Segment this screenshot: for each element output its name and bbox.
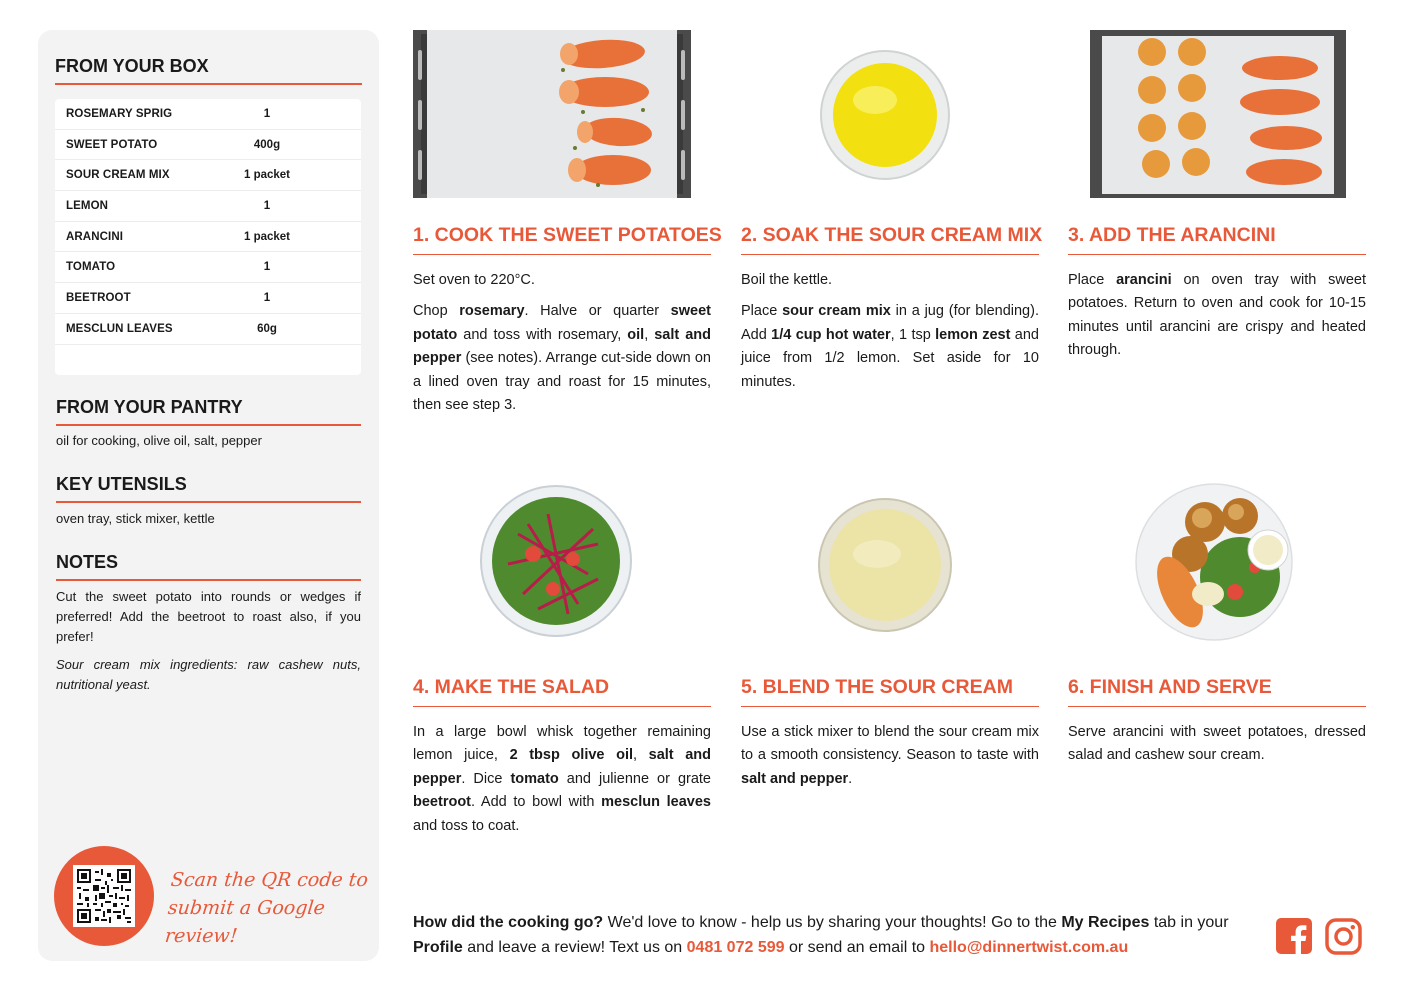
salad-bowl-photo — [478, 484, 634, 638]
ingredient-name: ARANCINI — [66, 230, 124, 243]
my-recipes-label: My Recipes — [1061, 914, 1150, 931]
ingredient-qty: 400g — [253, 138, 281, 151]
step-5-text: Use a stick mixer to blend the sour cream mix to a smooth consistency. Season to taste with salt and pepper. — [741, 724, 1039, 787]
step-1-body — [413, 269, 711, 417]
key-utensils-title: KEY UTENSILS — [56, 474, 361, 503]
qr-cta-line-2: submit a Google review! — [163, 897, 326, 947]
step-2-text: Place sour cream mix in a jug (for blending). Add 1/4 cup hot water, 1 tsp lemon zest and juice from 1/2 lemon. Set aside for 10 minutes. — [741, 303, 1039, 390]
qr-cta-line-1: Scan the QR code to — [169, 869, 370, 891]
footer-text: and leave a review! Text us on — [462, 939, 687, 956]
ingredient-row — [55, 252, 361, 283]
ingredient-name: MESCLUN LEAVES — [66, 322, 173, 335]
ingredient-name: BEETROOT — [66, 291, 131, 304]
notes-ingredients-text: Sour cream mix ingredients: raw cashew nuts, nutritional yeast. — [56, 657, 361, 692]
ingredient-name: SOUR CREAM MIX — [66, 169, 170, 182]
ingredient-row — [55, 191, 361, 222]
ingredient-qty: 1 — [263, 199, 271, 212]
step-3 — [1068, 224, 1366, 371]
ingredient-qty: 1 packet — [243, 169, 291, 182]
qr-code[interactable] — [73, 865, 135, 927]
email-link[interactable]: hello@dinnertwist.com.au — [929, 939, 1129, 956]
step-4-title: 4. MAKE THE SALAD — [413, 676, 711, 707]
blended-sour-cream-photo — [815, 496, 955, 634]
ingredient-name: ROSEMARY SPRIG — [66, 107, 173, 120]
from-your-pantry-title: FROM YOUR PANTRY — [56, 397, 361, 426]
notes-title: NOTES — [56, 552, 361, 581]
instagram-icon[interactable] — [1325, 918, 1363, 956]
step-3-body — [1068, 269, 1366, 363]
ingredients-table — [55, 99, 361, 375]
feedback-footer — [413, 910, 1263, 960]
step-6 — [1068, 676, 1366, 776]
facebook-icon[interactable] — [1276, 918, 1314, 956]
step-6-title: 6. FINISH AND SERVE — [1068, 676, 1366, 707]
step-3-text: Place arancini on oven tray with sweet potatoes. Return to oven and cook for 10-15 minutes until arancini are crispy and heated through. — [1068, 272, 1366, 359]
ingredient-row — [55, 314, 361, 345]
utensils-text: oven tray, stick mixer, kettle — [56, 511, 215, 526]
ingredient-qty: 1 — [263, 291, 271, 304]
step-1-title: 1. COOK THE SWEET POTATOES — [413, 224, 711, 255]
step-2-title: 2. SOAK THE SOUR CREAM MIX — [741, 224, 1039, 255]
step-1-text: Set oven to 220°C. — [413, 272, 535, 288]
step-2-text: Boil the kettle. — [741, 272, 833, 288]
sour-cream-mix-bowl-photo — [810, 45, 960, 185]
ingredient-name: LEMON — [66, 199, 109, 212]
step-3-title: 3. ADD THE ARANCINI — [1068, 224, 1366, 255]
ingredient-qty: 1 — [263, 107, 271, 120]
sidebar — [38, 30, 379, 961]
step-5-body — [741, 721, 1039, 791]
qr-code-badge[interactable] — [54, 846, 154, 946]
ingredient-row — [55, 160, 361, 191]
ingredient-qty: 1 — [263, 261, 271, 274]
ingredient-row — [55, 222, 361, 253]
plated-dish-photo — [1130, 482, 1298, 642]
qr-call-to-action — [164, 866, 373, 950]
footer-text: We'd love to know - help us by sharing your thoughts! Go to the — [603, 914, 1062, 931]
roasted-sweet-potatoes-tray-photo — [413, 30, 691, 198]
ingredient-row — [55, 283, 361, 314]
step-5-title: 5. BLEND THE SOUR CREAM — [741, 676, 1039, 707]
step-4-text: In a large bowl whisk together remaining lemon juice, 2 tbsp olive oil, salt and pepper. Dice tomato and julienne or grate beetroot. Add to bowl with mesclun leaves and toss to coat. — [413, 724, 712, 834]
step-1-text: Chop rosemary. Halve or quarter sweet potato and toss with rosemary, oil, salt and pepper (see notes). Arrange cut-side down on a lined oven tray and roast for 15 minutes, then see step 3. — [413, 303, 711, 414]
footer-question: How did the cooking go? — [413, 914, 604, 931]
arancini-tray-photo — [1090, 30, 1346, 198]
ingredient-qty: 1 packet — [243, 230, 291, 243]
ingredient-qty: 60g — [257, 322, 277, 335]
profile-label: Profile — [413, 939, 463, 956]
ingredient-row — [55, 99, 361, 130]
footer-text: tab in your — [1149, 914, 1229, 931]
step-4 — [413, 676, 711, 846]
step-2-body — [741, 269, 1039, 394]
step-4-body — [413, 721, 711, 838]
step-6-body — [1068, 721, 1366, 768]
step-2 — [741, 224, 1043, 402]
footer-text: or send an email to — [784, 939, 930, 956]
ingredient-name: TOMATO — [66, 261, 116, 274]
ingredient-row — [55, 130, 361, 161]
phone-link[interactable]: 0481 072 599 — [686, 939, 785, 956]
step-6-text: Serve arancini with sweet potatoes, dressed salad and cashew sour cream. — [1068, 724, 1366, 764]
from-your-box-title: FROM YOUR BOX — [55, 56, 362, 85]
ingredient-name: SWEET POTATO — [66, 138, 158, 151]
pantry-text: oil for cooking, olive oil, salt, pepper — [56, 433, 262, 448]
step-5 — [741, 676, 1039, 799]
notes-text: Cut the sweet potato into rounds or wedges if preferred! Add the beetroot to roast also, if you prefer! — [56, 589, 361, 644]
step-1 — [413, 224, 722, 425]
